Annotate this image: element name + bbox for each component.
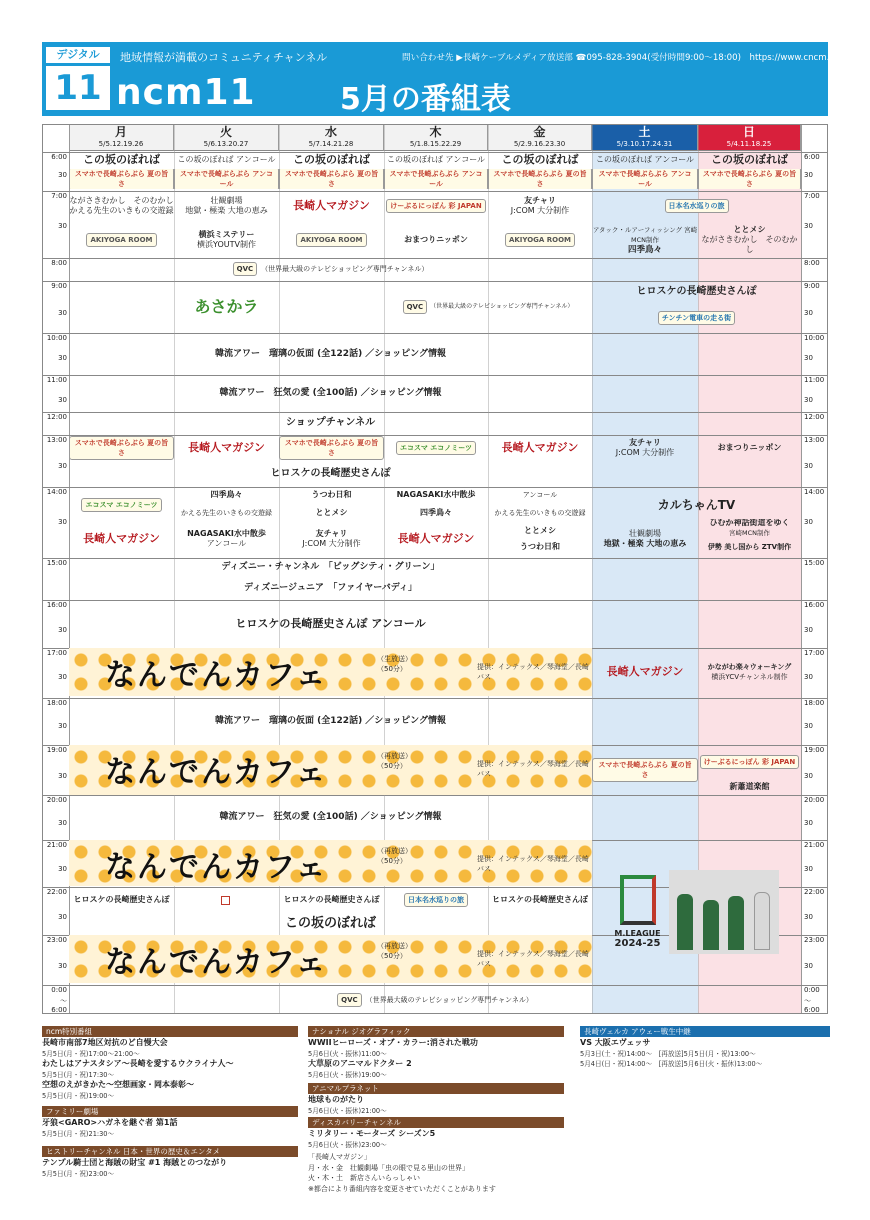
- program-cell: アタック・ルアーフィッシング 宮崎MCN制作 四季鳥々: [592, 226, 698, 255]
- program-cell: スマホで長崎ぶらぶら 夏の旨さ: [698, 169, 801, 189]
- program-cell: 四季鳥々: [210, 490, 243, 499]
- program-cell: スマホで長崎ぶらぶら アンコール: [174, 169, 279, 189]
- day-header-tue: 火 5/6.13.20.27: [174, 125, 279, 151]
- program-cell: 壮観劇場 地獄・極楽 大地の恵み: [603, 529, 687, 548]
- program-cell: 新蕭道楽館: [729, 782, 770, 791]
- program-cell: この坂のぼれば アンコール: [177, 155, 276, 164]
- time-label: 30: [804, 171, 813, 179]
- program-cell: ひむか神話街道をゆく 宮崎MCN制作: [709, 519, 790, 537]
- time-label: 15:00: [46, 559, 67, 567]
- cafe-program-rerun: なんでんカフェ （再放送） （50分） 提供：インテックス／琴海堂／長崎バス: [69, 840, 592, 886]
- program-cell: ととメシ: [524, 526, 556, 535]
- cafe-program-rerun: なんでんカフェ （再放送） （50分） 提供：インテックス／琴海堂／長崎バス: [69, 745, 592, 795]
- time-label: 12:00: [804, 413, 825, 421]
- day-header-thu: 木 5/1.8.15.22.29: [384, 125, 488, 151]
- time-label: 0:00: [51, 986, 67, 994]
- time-label: 14:00: [46, 488, 67, 496]
- day-header-fri: 金 5/2.9.16.23.30: [488, 125, 592, 151]
- program-cell: AKIYOGA ROOM: [279, 222, 384, 258]
- section-header: ディスカバリーチャンネル: [308, 1117, 564, 1128]
- time-label: 30: [58, 819, 67, 827]
- section-header: ヒストリーチャンネル 日本・世界の歴史＆エンタメ: [42, 1146, 298, 1157]
- program-cell: おまつりニッポン: [404, 235, 468, 244]
- program-cell: この坂のぼれば: [501, 153, 579, 166]
- mleague-program: M.LEAGUE 2024-25: [592, 840, 801, 983]
- program-cell: ヒロスケの長崎歴史さんぽ: [636, 286, 757, 297]
- program-cell: スマホで長崎ぶらぶら 夏の旨さ: [69, 435, 174, 461]
- program-cell: 横浜ミステリー 横浜YOUTV制作: [197, 230, 256, 249]
- program-cell: エコスマ エコノミーツ: [69, 487, 174, 523]
- program-cell: 友チャリ J:COM 大分制作: [510, 196, 570, 215]
- program-cell: この坂のぼれば アンコール: [595, 155, 695, 164]
- character-icon: [221, 896, 230, 905]
- time-label: 10:00: [804, 334, 825, 342]
- time-label: 18:00: [804, 699, 825, 707]
- program-cell: うつわ日和: [520, 542, 560, 551]
- history-channel-section: ヒストリーチャンネル 日本・世界の歴史＆エンタメ テンプル騎士団と海賊の財宝 #1 海賊とのつながり 5月5日(月・祝)23:00～: [42, 1146, 298, 1179]
- time-label: 8:00: [804, 259, 820, 267]
- contact-info: 問い合わせ先 ▶長崎ケーブルメディア放送部 ☎095-828-3904(受付時間9:00～18:00) https://www.cncm.ne.jp/: [402, 53, 854, 63]
- program-cell: この坂のぼれば: [293, 153, 370, 166]
- program-cell: 韓流アワー 狂気の愛 (全100話) ／ショッピング情報: [219, 388, 442, 398]
- time-label: 20:00: [804, 796, 825, 804]
- time-label: 17:00: [804, 649, 825, 657]
- family-theater-section: ファミリー劇場 牙狼<GARO>ハガネを継ぐ者 第1話 5月5日(月・祝)21:30～: [42, 1106, 298, 1139]
- mleague-logo-icon: [620, 875, 656, 925]
- tagline: 地域情報が満載のコミュニティチャンネル: [120, 51, 328, 64]
- time-label: 30: [58, 722, 67, 730]
- program-cell: ショップチャンネル: [285, 417, 376, 428]
- page-header: [42, 42, 854, 117]
- time-label: 12:00: [46, 413, 67, 421]
- time-label: 9:00: [51, 282, 67, 290]
- time-label: 30: [804, 309, 813, 317]
- qvc-program: QVC （世界最大級のテレビショッピング専門チャンネル）: [384, 281, 592, 333]
- time-label: 19:00: [804, 746, 825, 754]
- time-label: 30: [804, 222, 813, 230]
- program-cell: NAGASAKI水中散歩: [396, 490, 476, 499]
- program-cell: けーぶるにっぽん 彩 JAPAN: [384, 191, 488, 221]
- time-label: 30: [804, 462, 813, 470]
- program-cell: この坂のぼれば: [711, 153, 788, 166]
- time-label: 18:00: [46, 699, 67, 707]
- time-label: 30: [58, 171, 67, 179]
- time-label: 10:00: [46, 334, 67, 342]
- qvc-program: QVC （世界最大級のテレビショッピング専門チャンネル）: [69, 258, 592, 280]
- time-label: 30: [58, 222, 67, 230]
- program-cell: エコスマ エコノミーツ: [384, 435, 488, 461]
- program-cell: NAGASAKI水中散歩 アンコール: [187, 529, 266, 548]
- program-cell: 長崎人マガジン: [501, 441, 579, 454]
- day-header-mon: 月 5/5.12.19.26: [69, 125, 174, 151]
- qvc-program: QVC （世界最大級のテレビショッピング専門チャンネル）: [69, 985, 801, 1014]
- time-label: 13:00: [46, 436, 67, 444]
- time-label: 23:00: [46, 936, 67, 944]
- program-cell: [174, 887, 279, 913]
- channel-number: 11: [46, 66, 110, 110]
- digital-label: デジタル: [46, 47, 110, 63]
- program-cell: 韓流アワー 瑠璃の仮面 (全122話) ／ショッピング情報: [215, 716, 446, 726]
- time-label: 30: [804, 962, 813, 970]
- magazine-notes: 「長崎人マガジン」 月・水・金 壮観劇場「虫の眼で見る里山の世界」 火・木・土 新店さんいらっしゃい ※都合により番組内容を変更させていただくことがあります: [308, 1153, 496, 1193]
- section-header: ncm特別番組: [42, 1026, 298, 1037]
- day-header-sat: 土 5/3.10.17.24.31: [592, 125, 698, 151]
- time-label: 13:00: [804, 436, 825, 444]
- animal-planet-section: アニマルプラネット 地球ものがたり 5月6日(火・振休)21:00～: [308, 1083, 564, 1116]
- time-label: 30: [58, 865, 67, 873]
- program-cell: スマホで長崎ぶらぶら 夏の旨さ: [488, 169, 592, 189]
- time-label: 17:00: [46, 649, 67, 657]
- time-label: 6:00: [51, 1006, 67, 1014]
- time-label: 23:00: [804, 936, 825, 944]
- time-label: 19:00: [46, 746, 67, 754]
- program-cell: 四季鳥々: [420, 507, 452, 517]
- program-cell: ヒロスケの長崎歴史さんぽ: [270, 468, 391, 479]
- page-title: 5月の番組表: [340, 82, 511, 117]
- time-label: 15:00: [804, 559, 825, 567]
- program-cell: チンチン電車の走る街: [592, 303, 801, 333]
- program-cell: この坂のぼれば: [284, 916, 376, 931]
- program-cell: この坂のぼれば アンコール: [386, 155, 486, 164]
- time-label: 30: [58, 626, 67, 634]
- program-cell: AKIYOGA ROOM: [488, 222, 592, 258]
- program-cell: かえる先生のいきもの交遊録: [181, 508, 272, 517]
- time-label: ～: [60, 997, 67, 1005]
- program-cell: ディズニー・チャンネル 「ビッグシティ・グリーン」: [221, 562, 440, 572]
- program-cell: 伊勢 美し国から ZTV制作: [707, 543, 792, 551]
- program-cell: うつわ日和: [311, 490, 352, 499]
- program-cell: あさかラ: [194, 297, 259, 316]
- time-label: 30: [804, 772, 813, 780]
- day-header-wed: 水 5/7.14.21.28: [279, 125, 384, 151]
- time-label: 16:00: [46, 601, 67, 609]
- time-label: 7:00: [51, 192, 67, 200]
- section-header: 長崎ヴェルカ アウェー戦生中継: [580, 1026, 830, 1037]
- program-cell: ととメシ ながさきむかし そのむかし: [701, 225, 798, 254]
- program-cell: ながさきむかし そのむかし かえる先生のいきもの交遊録: [69, 196, 174, 215]
- program-grid: [42, 124, 828, 1014]
- time-label: 30: [58, 354, 67, 362]
- time-label: 30: [804, 819, 813, 827]
- time-label: 30: [804, 626, 813, 634]
- time-label: 21:00: [46, 841, 67, 849]
- time-label: 0:00: [804, 986, 820, 994]
- program-cell: 友チャリ J:COM 大分制作: [302, 529, 361, 548]
- time-label: 9:00: [804, 282, 820, 290]
- time-label: 30: [58, 772, 67, 780]
- time-label: 30: [58, 913, 67, 921]
- players-photo: [669, 870, 779, 954]
- program-cell: スマホで長崎ぶらぶら 夏の旨さ: [592, 745, 698, 795]
- program-cell: けーぶるにっぽん 彩 JAPAN: [698, 745, 801, 779]
- program-cell: スマホで長崎ぶらぶら 夏の旨さ: [279, 435, 384, 461]
- program-cell: スマホで長崎ぶらぶら 夏の旨さ: [69, 169, 174, 189]
- program-cell: かながわ楽々ウォーキング 横浜YCVチャンネル制作: [707, 663, 792, 681]
- time-label: 30: [804, 722, 813, 730]
- program-cell: 長崎人マガジン: [293, 199, 370, 212]
- program-cell: かえる先生のいきもの交遊録: [494, 508, 586, 517]
- channel-name: ncm11: [116, 72, 256, 113]
- program-cell: 韓流アワー 狂気の愛 (全100話) ／ショッピング情報: [219, 812, 442, 822]
- time-label: 30: [58, 309, 67, 317]
- section-header: ナショナル ジオグラフィック: [308, 1026, 564, 1037]
- time-label: 30: [804, 354, 813, 362]
- program-cell: 長崎人マガジン: [83, 532, 160, 545]
- time-label: 8:00: [51, 259, 67, 267]
- cafe-program-rerun: なんでんカフェ （再放送） （50分） 提供：インテックス／琴海堂／長崎バス: [69, 935, 592, 983]
- program-cell: 長崎人マガジン: [188, 441, 265, 454]
- time-label: 30: [58, 518, 67, 526]
- time-label: 20:00: [46, 796, 67, 804]
- time-label: 16:00: [804, 601, 825, 609]
- time-label: 30: [804, 673, 813, 681]
- program-cell: 日本名水巡りの旅: [384, 887, 488, 913]
- program-cell: 壮観劇場 地獄・極楽 大地の恵み: [185, 196, 268, 215]
- time-label: 14:00: [804, 488, 825, 496]
- time-label: 21:00: [804, 841, 825, 849]
- section-header: アニマルプラネット: [308, 1083, 564, 1094]
- program-cell: 日本名水巡りの旅: [592, 191, 801, 221]
- program-cell: ととメシ: [315, 507, 348, 517]
- time-label: 30: [58, 396, 67, 404]
- program-cell: おまつりニッポン: [717, 443, 782, 452]
- time-label: 6:00: [51, 153, 67, 161]
- time-label: 6:00: [804, 1006, 820, 1014]
- time-label: 30: [58, 962, 67, 970]
- program-cell: ヒロスケの長崎歴史さんぽ: [283, 895, 380, 904]
- ncm-special-section: ncm特別番組 長崎市南部7地区対抗のど自慢大会 5月5日(月・祝)17:00～21:00～ わたしはアナスタシア～長崎を愛するウクライナ人～ 5月5日(月・祝)17:30～ 空想のえがきかた～空想画家・岡本泰彰～ 5月5日(月・祝)19:00～: [42, 1026, 298, 1102]
- time-label: 30: [58, 673, 67, 681]
- time-label: 30: [804, 518, 813, 526]
- time-label: 7:00: [804, 192, 820, 200]
- time-label: 6:00: [804, 153, 820, 161]
- time-label: 30: [804, 396, 813, 404]
- cafe-program-live: なんでんカフェ （生放送） （50分） 提供：インテックス／琴海堂／長崎バス: [69, 648, 592, 696]
- day-header-sun: 日 5/4.11.18.25: [698, 125, 801, 151]
- program-cell: カルちゃんTV: [657, 498, 736, 512]
- program-cell: ヒロスケの長崎歴史さんぽ: [492, 895, 588, 904]
- program-cell: スマホで長崎ぶらぶら 夏の旨さ: [279, 169, 384, 189]
- program-cell: ヒロスケの長崎歴史さんぽ アンコール: [235, 617, 426, 630]
- program-cell: ヒロスケの長崎歴史さんぽ: [73, 895, 170, 904]
- program-cell: スマホで長崎ぶらぶら アンコール: [384, 169, 488, 189]
- time-label: 22:00: [46, 888, 67, 896]
- nat-geo-section: ナショナル ジオグラフィック WWIIヒーローズ・オブ・カラー:消された戦功 5月6日(火・振休)11:00～ 大草原のアニマルドクター 2 5月6日(火・振休)19:00～: [308, 1026, 564, 1080]
- time-label: 30: [804, 865, 813, 873]
- program-cell: この坂のぼれば: [83, 153, 160, 166]
- time-label: 30: [58, 462, 67, 470]
- discovery-section: ディスカバリーチャンネル ミリタリー・モーターズ シーズン5 5月6日(火・振休)23:00～: [308, 1117, 564, 1150]
- program-cell: AKIYOGA ROOM: [69, 222, 174, 258]
- program-cell: ディズニージュニア 「ファイヤーバディ」: [243, 583, 418, 593]
- time-label: 11:00: [804, 376, 825, 384]
- program-cell: 韓流アワー 瑠璃の仮面 (全122話) ／ショッピング情報: [215, 349, 446, 359]
- time-label: 11:00: [46, 376, 67, 384]
- program-cell: スマホで長崎ぶらぶら アンコール: [592, 169, 698, 189]
- section-header: ファミリー劇場: [42, 1106, 298, 1117]
- time-label: 30: [804, 913, 813, 921]
- program-cell: 長崎人マガジン: [606, 665, 684, 678]
- velca-section: 長崎ヴェルカ アウェー戦生中継 VS 大阪エヴェッサ 5月3日(土・祝)14:00～ [再放送]5月5日(月・祝)13:00～ 5月4日(日・祝)14:00～ [再放送]5月6日(火・振休)13:00～: [580, 1026, 830, 1070]
- time-label: 22:00: [804, 888, 825, 896]
- program-cell: 友チャリ J:COM 大分制作: [615, 438, 675, 457]
- program-cell: 長崎人マガジン: [397, 532, 475, 545]
- program-cell: アンコール: [522, 491, 558, 499]
- time-label: ～: [804, 997, 811, 1005]
